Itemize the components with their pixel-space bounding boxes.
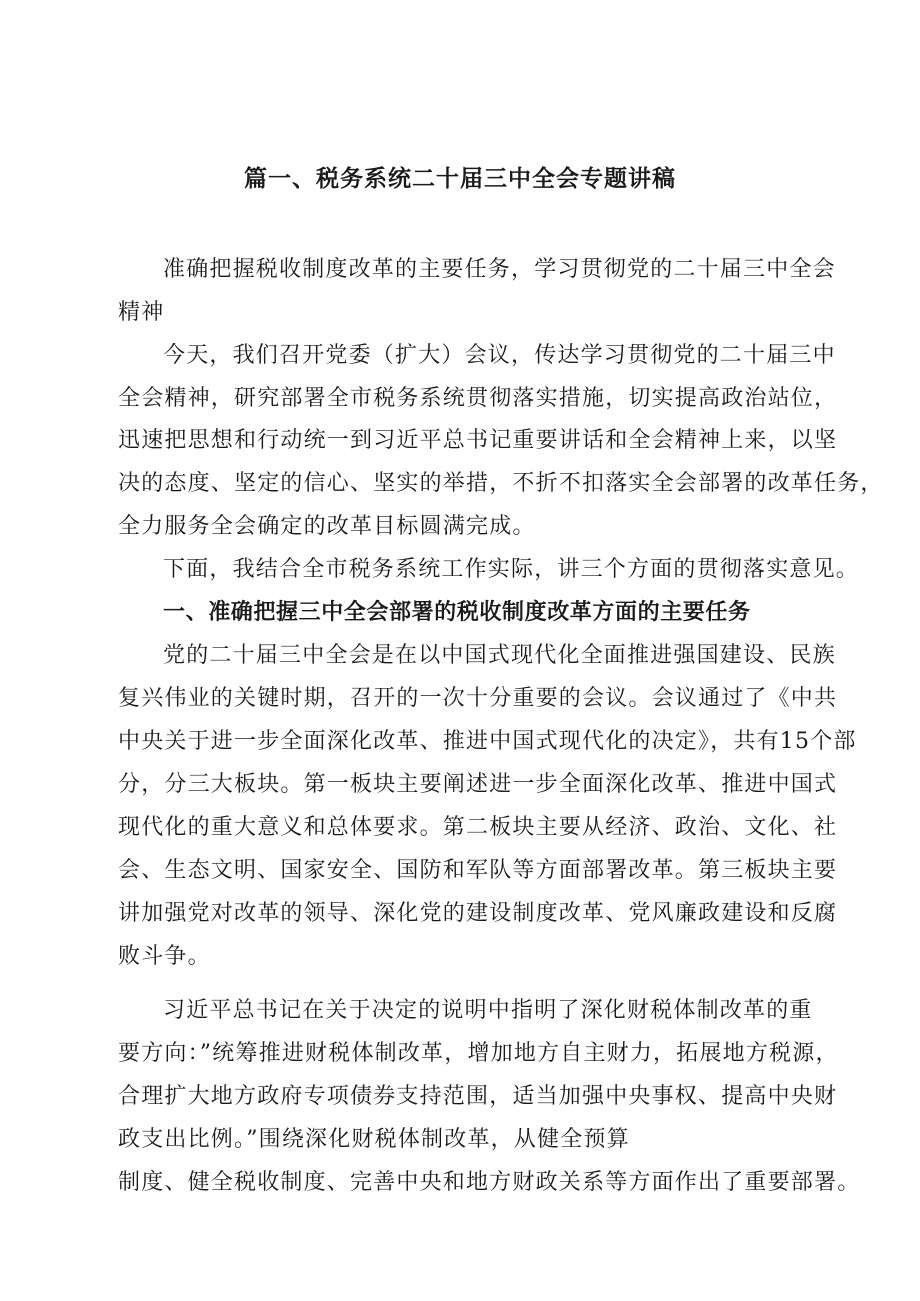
paragraph-line: 现代化的重大意义和总体要求。第二板块主要从经济、政治、文化、社 xyxy=(118,815,838,840)
paragraph-line: 下面，我结合全市税务系统工作实际，讲三个方面的贯彻落实意见。 xyxy=(163,557,860,582)
paragraph-line: 全会精神，研究部署全市税务系统贯彻落实措施，切实提高政治站位， xyxy=(118,386,838,411)
paragraph-line: 精神 xyxy=(118,300,165,325)
paragraph-line: 制度、健全税收制度、完善中央和地方财政关系等方面作出了重要部署。 xyxy=(118,1170,861,1195)
paragraph-line: 分，分三大板块。第一板块主要阐述进一步全面深化改革、推进中国式 xyxy=(118,772,838,797)
document-title: 篇一、税务系统二十届三中全会专题讲稿 xyxy=(244,166,676,192)
paragraph-line: 全力服务全会确定的改革目标圆满完成。 xyxy=(118,514,536,539)
paragraph-line: 政支出比例。”围绕深化财税体制改革，从健全预算 xyxy=(118,1127,630,1152)
paragraph-line: 决的态度、坚定的信心、坚实的举措，不折不扣落实全会部署的改革任务， xyxy=(118,471,884,496)
paragraph-line: 合理扩大地方政府专项债券支持范围，适当加强中央事权、提高中央财 xyxy=(118,1084,838,1109)
paragraph-line: 今天，我们召开党委（扩大）会议，传达学习贯彻党的二十届三中 xyxy=(163,343,836,368)
section-heading: 一、准确把握三中全会部署的税收制度改革方面的主要任务 xyxy=(163,600,751,625)
paragraph-line: 败斗争。 xyxy=(118,944,211,969)
paragraph-line: 要方向：”统筹推进财税体制改革，增加地方自主财力，拓展地方税源， xyxy=(118,1041,839,1066)
paragraph-line: 迅速把思想和行动统一到习近平总书记重要讲话和全会精神上来，以坚 xyxy=(118,428,838,453)
paragraph-line: 准确把握税收制度改革的主要任务，学习贯彻党的二十届三中全会 xyxy=(163,257,836,282)
paragraph-line: 习近平总书记在关于决定的说明中指明了深化财税体制改革的重 xyxy=(163,998,813,1023)
paragraph-line: 党的二十届三中全会是在以中国式现代化全面推进强国建设、民族 xyxy=(163,643,836,668)
paragraph-line: 复兴伟业的关键时期，召开的一次十分重要的会议。会议通过了《中共 xyxy=(118,686,838,711)
paragraph-line: 会、生态文明、国家安全、国防和军队等方面部署改革。第三板块主要 xyxy=(118,858,838,883)
paragraph-line: 讲加强党对改革的领导、深化党的建设制度改革、党风廉政建设和反腐 xyxy=(118,901,838,926)
paragraph-line: 中央关于进一步全面深化改革、推进中国式现代化的决定》，共有15个部 xyxy=(118,729,857,754)
